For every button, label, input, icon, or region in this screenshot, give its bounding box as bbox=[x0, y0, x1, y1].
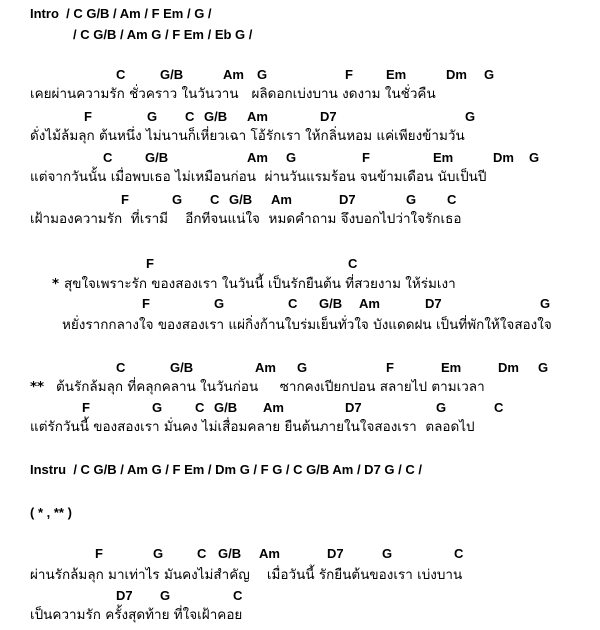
chord: Am bbox=[223, 67, 244, 82]
chord: Em bbox=[433, 150, 454, 165]
chord: C bbox=[454, 546, 464, 561]
lyric-line: แต่จากวันนั้น เมื่อพบเธอ ไม่เหมือนก่อน ผ่านวันแรมร้อน จนข้ามเดือน นับเป็นปี bbox=[30, 169, 487, 185]
chord: C bbox=[116, 67, 126, 82]
lyric-line: หยั่งรากกลางใจ ของสองเรา แผ่กิ่งก้านใบร่มเย็นทั่วใจ บังแดดฝน เป็นที่พักให้ใจสองใจ bbox=[62, 317, 552, 333]
chord: G bbox=[297, 360, 308, 375]
chord: C bbox=[494, 400, 504, 415]
chord: F bbox=[362, 150, 370, 165]
chord: G/B bbox=[160, 67, 184, 82]
chord: C bbox=[348, 256, 358, 271]
chord: G bbox=[286, 150, 297, 165]
chord: G/B bbox=[170, 360, 194, 375]
chord: G bbox=[436, 400, 447, 415]
chord: Dm bbox=[493, 150, 514, 165]
section-marker: * bbox=[52, 276, 60, 292]
chord: G/B bbox=[229, 192, 253, 207]
chord: F bbox=[146, 256, 154, 271]
chord: G/B bbox=[319, 296, 343, 311]
chord: F bbox=[121, 192, 129, 207]
chord: C bbox=[288, 296, 298, 311]
chord: C bbox=[447, 192, 457, 207]
chord: C bbox=[185, 109, 195, 124]
chord: Am bbox=[263, 400, 284, 415]
lyric-line: ผ่านรักล้มลุก มาเท่าไร มันคงไม่สำคัญ เมื่อวันนี้ รักยืนต้นของเรา เบ่งบาน bbox=[30, 567, 463, 583]
chord: G/B bbox=[214, 400, 238, 415]
chord: G bbox=[484, 67, 495, 82]
chord: C bbox=[195, 400, 205, 415]
lyric-line: สุขใจเพราะรัก ของสองเรา ในวันนี้ เป็นรักยืนต้น ที่สวยงาม ให้ร่มเงา bbox=[64, 276, 456, 292]
chord: Em bbox=[386, 67, 407, 82]
instrumental-line: Instru / C G/B / Am G / F Em / Dm G / F G / C G/B Am / D7 G / C / bbox=[30, 462, 422, 477]
chord: Em bbox=[441, 360, 462, 375]
chord: G bbox=[382, 546, 393, 561]
intro-line-1: Intro / C G/B / Am / F Em / G / bbox=[30, 6, 212, 21]
lyric-line: ต้นรักล้มลุก ที่คลุกคลาน ในวันก่อน ซากคงเปียกปอน สลายไป ตามเวลา bbox=[56, 379, 485, 395]
lyric-line: แต่รักวันนี้ ของสองเรา มั่นคง ไม่เสื่อมคลาย ยืนต้นภายในใจสองเรา ตลอดไป bbox=[30, 419, 475, 435]
chord: G bbox=[538, 360, 549, 375]
chord: Am bbox=[247, 109, 268, 124]
chord: G bbox=[406, 192, 417, 207]
lyric-line: เฝ้ามองความรัก ที่เรามี อีกทีจนแน่ใจ หมดคำถาม จึงบอกไปว่าใจรักเธอ bbox=[30, 211, 462, 227]
chord: F bbox=[84, 109, 92, 124]
chord: G bbox=[153, 546, 164, 561]
chord: C bbox=[116, 360, 126, 375]
chord: F bbox=[386, 360, 394, 375]
chord: G bbox=[257, 67, 268, 82]
chord: D7 bbox=[339, 192, 356, 207]
chord: Am bbox=[271, 192, 292, 207]
chord: Am bbox=[255, 360, 276, 375]
chord: D7 bbox=[345, 400, 362, 415]
chord: G bbox=[152, 400, 163, 415]
chord: Am bbox=[247, 150, 268, 165]
chord: D7 bbox=[425, 296, 442, 311]
chord: G/B bbox=[204, 109, 228, 124]
chord: C bbox=[233, 588, 243, 603]
chord: Dm bbox=[446, 67, 467, 82]
lyric-line: ดั่งไม้ล้มลุก ต้นหนึ่ง ไม่นานก็เหี่ยวเฉา โอ้รักเรา ให้กลิ่นหอม แค่เพียงข้ามวัน bbox=[30, 128, 465, 144]
lyric-line: เป็นความรัก ครั้งสุดท้าย ที่ใจเฝ้าคอย bbox=[30, 607, 243, 623]
chord: F bbox=[345, 67, 353, 82]
chord: G/B bbox=[145, 150, 169, 165]
lyric-line: เคยผ่านความรัก ชั่วคราว ในวันวาน ผลิดอกเบ่งบาน งดงาม ในชั่วคืน bbox=[30, 86, 436, 102]
chord: Am bbox=[359, 296, 380, 311]
chord: G bbox=[160, 588, 171, 603]
intro-line-2: / C G/B / Am G / F Em / Eb G / bbox=[73, 27, 253, 42]
chord: C bbox=[103, 150, 113, 165]
section-marker: ** bbox=[30, 379, 45, 395]
chord: G bbox=[147, 109, 158, 124]
chord: D7 bbox=[327, 546, 344, 561]
chord: G bbox=[465, 109, 476, 124]
chord: Am bbox=[259, 546, 280, 561]
chord: G bbox=[214, 296, 225, 311]
chord: F bbox=[95, 546, 103, 561]
repeat-marker: ( * , ** ) bbox=[30, 505, 72, 520]
chord: C bbox=[197, 546, 207, 561]
chord: F bbox=[142, 296, 150, 311]
chord: G bbox=[529, 150, 540, 165]
chord: C bbox=[210, 192, 220, 207]
chord: D7 bbox=[116, 588, 133, 603]
chord: G/B bbox=[218, 546, 242, 561]
chord: F bbox=[82, 400, 90, 415]
chord: D7 bbox=[320, 109, 337, 124]
chord: Dm bbox=[498, 360, 519, 375]
chord: G bbox=[172, 192, 183, 207]
chord: G bbox=[540, 296, 551, 311]
